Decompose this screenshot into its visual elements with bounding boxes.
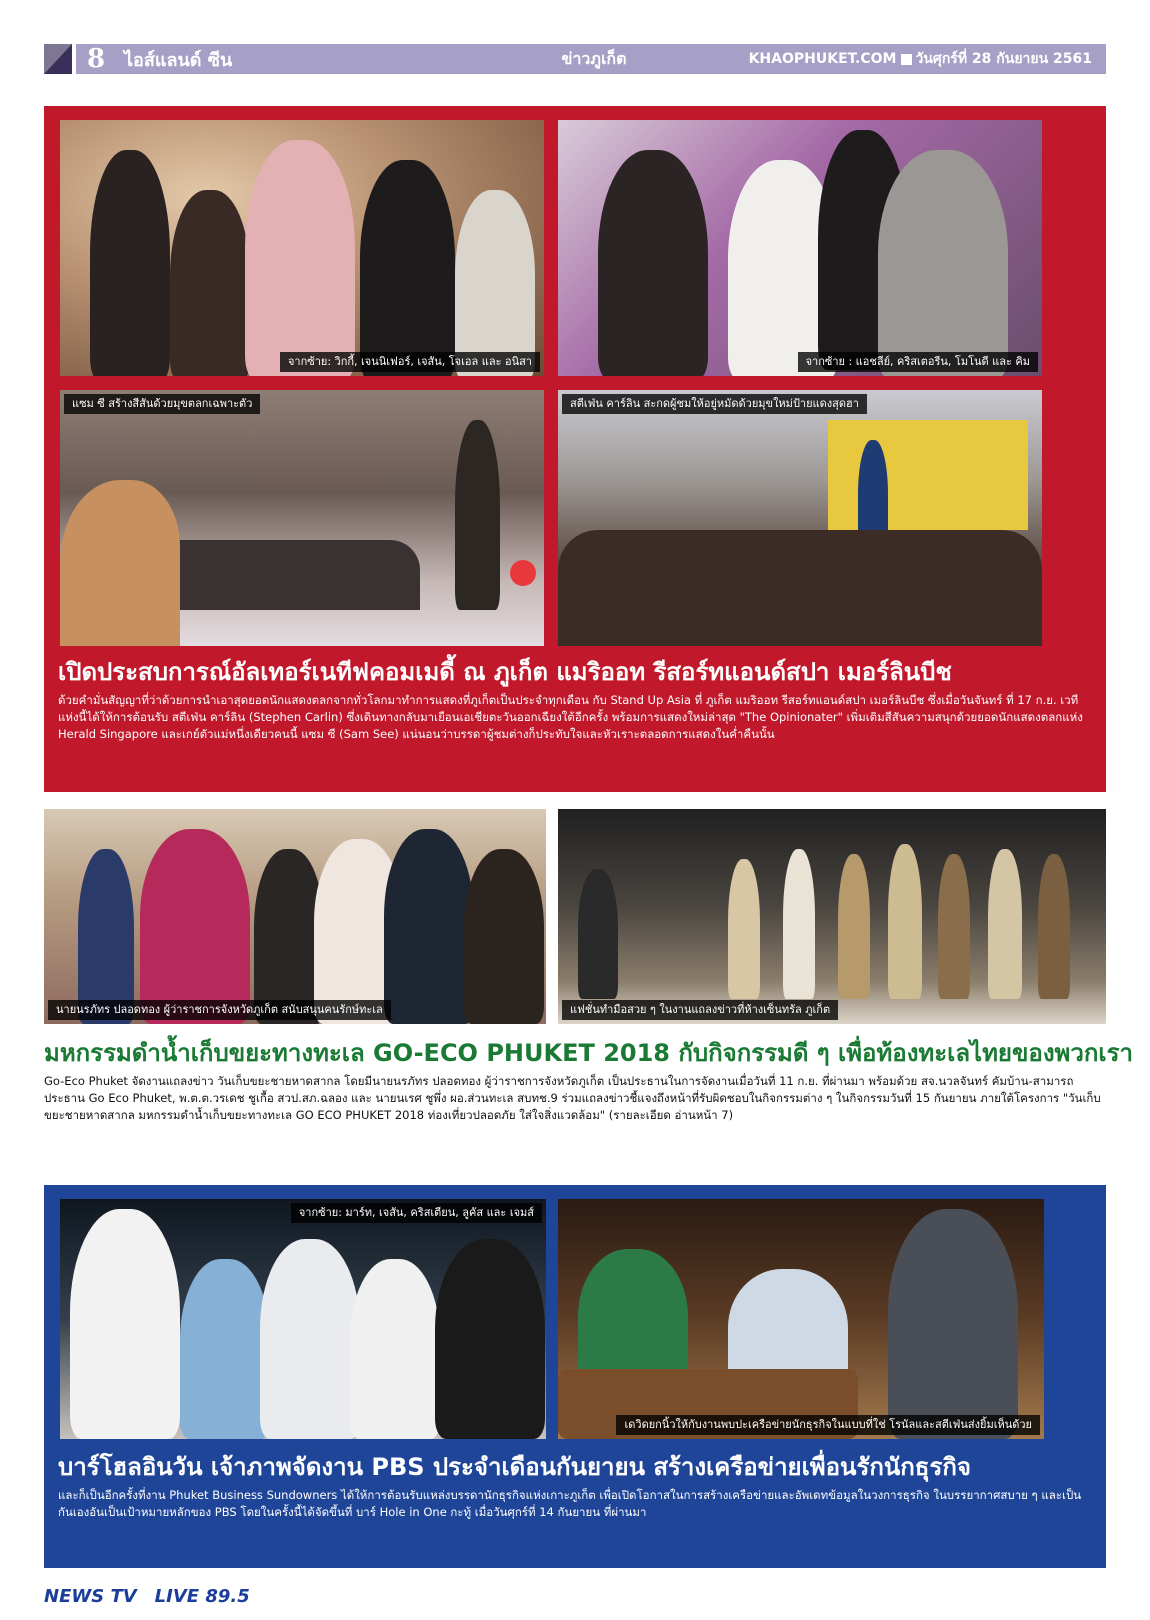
news-tv-logo: NEWS TV (44, 1585, 137, 1607)
comedy-photo-3 (60, 390, 544, 646)
issue-date: วันศุกร์ที่ 28 กันยายน 2561 (915, 51, 1092, 67)
page-header (76, 44, 1106, 74)
photo-caption: นายนรภัทร ปลอดทอง ผู้ว่าราชการจังหวัดภูเก็ต สนับสนุนคนรักษ์ทะเล (48, 1000, 391, 1020)
comedy-section (44, 106, 1106, 792)
goeco-body: Go-Eco Phuket จัดงานแถลงข่าว วันเก็บขยะชายหาดสากล โดยมีนายนรภัทร ปลอดทอง ผู้ว่าราชการจังหวัดภูเก็ต เป็นประธานในการจัดงานเมื่อวันที่ 11 ก.ย. ที่ผ่านมา พร้อมด้วย สจ.นวลจันทร์ คัมบ้าน-สามารถ ประธาน Go Eco Phuket, พ.ต.ต.วรเดช ชูเกื้อ สวป.สภ.ฉลอง และ นายนเรศ ชูพึ่ง ผอ.ส่วนทะเล สบทช.9 ร่วมแถลงข่าวชี้แจงถึงหน้าที่รับผิดชอบในกิจกรรมต่าง ๆ ในกิจกรรมวันที่ 15 กันยายน ภายใต้โครงการ "วันเก็บขยะชายหาดสากล มหกรรมดำน้ำเก็บขยะทางทะเล GO ECO PHUKET 2018 ท่องเที่ยวปลอดภัย ใส่ใจสิ่งแวดล้อม" (รายละเอียด อ่านหน้า 7) (44, 1074, 1101, 1122)
pbs-title: บาร์โฮลอินวัน เจ้าภาพจัดงาน PBS ประจำเดือนกันยายน สร้างเครือข่ายเพื่อนรักนักธุรกิจ (58, 1453, 971, 1481)
pbs-section (44, 1185, 1106, 1568)
comedy-title: เปิดประสบการณ์อัลเทอร์เนทีฟคอมเมดี้ ณ ภูเก็ต แมริออท รีสอร์ทแอนด์สปา เมอร์ลินบีช (58, 658, 952, 686)
footer-logos (44, 1584, 250, 1608)
photo-caption: แฟชั่นทำมือสวย ๆ ในงานแถลงข่าวที่ห้างเซ็นทรัล ภูเก็ต (562, 1000, 838, 1020)
header-corner-mark (44, 44, 72, 74)
pbs-photo-1 (60, 1199, 546, 1439)
square-icon (901, 54, 912, 65)
comedy-photo-4 (558, 390, 1042, 646)
section-name: ไอส์แลนด์ ซีน (124, 49, 233, 71)
header-right (704, 48, 1106, 70)
paper-logo: ข่าวภูเก็ต (561, 48, 627, 68)
pbs-body: และก็เป็นอีกครั้งที่งาน Phuket Business Sundowners ได้ให้การต้อนรับแหล่งบรรดานักธุรกิจแห่งเกาะภูเก็ต เพื่อเปิดโอกาสในการสร้างเครือข่ายและอัพเดทข้อมูลในวงการธุรกิจ ในบรรยากาศสบาย ๆ และเป็นกันเองอันเป็นเป้าหมายหลักของ PBS โดยในครั้งนี้ได้จัดขึ้นที่ บาร์ Hole in One กะทู้ เมื่อวันศุกร์ที่ 14 กันยายน ที่ผ่านมา (58, 1488, 1082, 1519)
photo-caption: จากซ้าย: มาร์ท, เจสัน, คริสเตียน, ลูคัส และ เจมส์ (291, 1203, 542, 1223)
goeco-title: มหกรรมดำน้ำเก็บขยะทางทะเล GO-ECO PHUKET 2018 กับกิจกรรมดี ๆ เพื่อท้องทะเลไทยของพวกเรา (44, 1039, 1133, 1067)
photo-caption: เดวิดยกนิ้วให้กับงานพบปะเครือข่ายนักธุรกิจในแบบที่ใช่ โรนัลและสตีเฟ่นส่งยิ้มเห็นด้วย (616, 1415, 1040, 1435)
photo-caption: จากซ้าย: วิกกี้, เจนนิเฟอร์, เจสัน, โจเอล และ อนิสา (280, 352, 540, 372)
photo-caption: สตีเฟ่น คาร์ลิน สะกดผู้ชมให้อยู่หมัดด้วยมุขใหม่ป้ายแดงสุดฮา (562, 394, 867, 414)
comedy-body: ด้วยคำมั่นสัญญาที่ว่าด้วยการนำเอาสุดยอดนักแสดงตลกจากทั่วโลกมาทำการแสดงที่ภูเก็ตเป็นประจำทุกเดือน กับ Stand Up Asia ที่ ภูเก็ต แมริออท รีสอร์ทแอนด์สปา เมอร์ลินบีช ซึ่งเมื่อวันจันทร์ ที่ 17 ก.ย. เวทีแห่งนี้ได้ให้การต้อนรับ สตีเฟ่น คาร์ลิน (Stephen Carlin) ซึ่งเดินทางกลับมาเยือนเอเชียตะวันออกเฉียงใต้อีกครั้ง พร้อมการแสดงใหม่ล่าสุด "The Opinionater" เพิ่มเติมสีสันความสนุกด้วยยอดนักแสดงตลกแห่ง Herald Singapore และเกย์ตัวแม่หนึ่งเดียวคนนี้ แซม ซี (Sam See) แน่นอนว่าบรรดาผู้ชมต่างก็ประทับใจและหัวเราะตลอดการแสดงในค่ำคืนนั้น (58, 693, 1083, 741)
page-number: 8 (86, 44, 106, 74)
live-fm-logo: LIVE 89.5 (154, 1585, 250, 1607)
site-url: KHAOPHUKET.COM (748, 51, 897, 67)
goeco-photo-1 (44, 809, 546, 1024)
photo-caption: จากซ้าย : แอชลีย์, คริสเตอรีน, โมโนดี และ คิม (798, 352, 1038, 372)
pbs-photo-2 (558, 1199, 1044, 1439)
comedy-photo-2 (558, 120, 1042, 376)
photo-caption: แซม ซี สร้างสีสันด้วยมุขตลกเฉพาะตัว (64, 394, 260, 414)
goeco-photo-2 (558, 809, 1106, 1024)
comedy-photo-1 (60, 120, 544, 376)
